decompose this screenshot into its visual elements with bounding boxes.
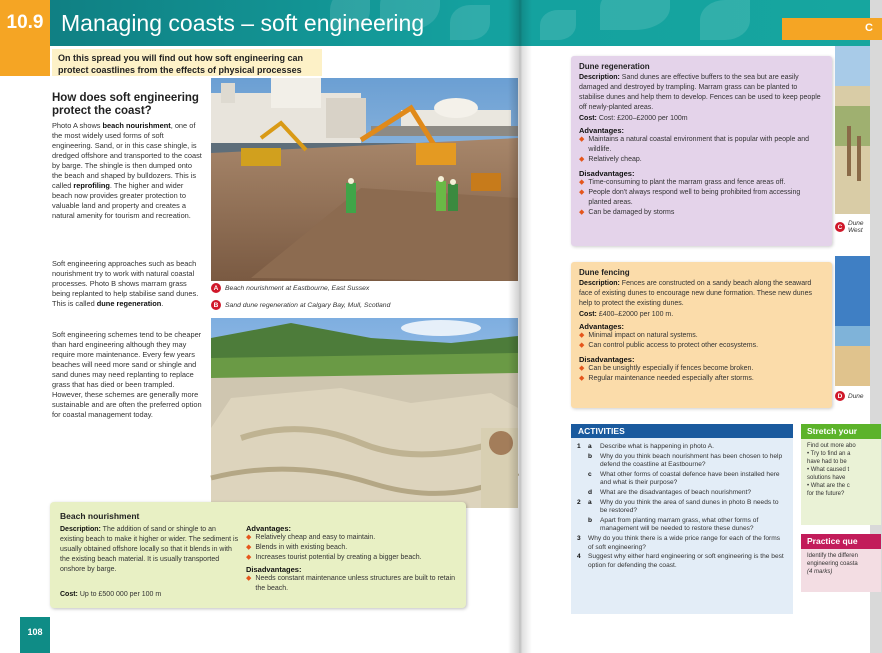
photo-b-dune-regeneration xyxy=(211,318,518,508)
activities-list xyxy=(571,438,793,576)
dune-regen-adv-label: Advantages: xyxy=(579,126,625,135)
dune-regen-dis-label: Disadvantages: xyxy=(579,169,635,178)
activity-item: 1 a Describe what is happening in photo A. xyxy=(577,443,714,450)
caption-c-marker: C xyxy=(835,222,845,232)
activity-item: 3 Why do you think there is a wide price range for each of the forms of soft engineering? xyxy=(577,534,781,551)
dune-regeneration-box xyxy=(571,56,832,246)
caption-b xyxy=(211,300,390,310)
dune-fencing-adv-item: ◆ Minimal impact on natural systems. xyxy=(579,332,698,339)
activity-item: 4 Suggest why either hard engineering or soft engineering is the best option for defending the coast. xyxy=(577,553,784,569)
section-badge xyxy=(0,0,50,76)
practice-box xyxy=(801,534,881,592)
practice-heading: Practice que xyxy=(801,534,881,549)
caption-c xyxy=(835,220,864,234)
dune-fencing-dis-item: ◆ Regular maintenance needed especially after storms. xyxy=(579,375,754,382)
beach-nourishment-box xyxy=(50,502,466,608)
dune-regen-description: Description: Sand dunes are effective buffers to the sea but are easily damaged and destroyed by trampling. Marram grass can be planted to stabilise dunes and help them to develop. Fences can be used to keep people off newly-planted areas. xyxy=(579,74,821,111)
caption-a-text: Beach nourishment at Eastbourne, East Sussex xyxy=(225,284,370,292)
activity-item: d What are the disadvantages of beach nourishment? xyxy=(588,488,752,496)
stretch-box xyxy=(801,424,881,525)
dune-regen-cost: Cost: Cost: £200–£2000 per 100m xyxy=(579,115,688,122)
practice-text: Identify the differen engineering coasta (4 marks) xyxy=(807,553,858,575)
beach-box-cost: Cost: Up to £500 000 per 100 m xyxy=(60,591,162,598)
beach-box-adv-item: ◆ Blends in with existing beach. xyxy=(246,544,348,551)
dune-fencing-dis-item: ◆ Can be unsightly especially if fences become broken. xyxy=(579,365,754,372)
stretch-text: Find out more abo • Try to find an a have had to be • What caused t solutions have • What are the c for the future? xyxy=(807,443,856,497)
dune-fencing-description: Description: Fences are constructed on a sandy beach along the seaward face of existing dunes to encourage new dune formation. These new dunes help to protect the existing dunes. xyxy=(579,280,812,307)
beach-box-adv-item: ◆ Increases tourist potential by creating a bigger beach. xyxy=(246,554,422,561)
beach-box-adv-item: ◆ Relatively cheap and easy to maintain. xyxy=(246,534,376,541)
dune-fencing-title: Dune fencing xyxy=(579,268,630,277)
activities-heading: ACTIVITIES xyxy=(571,424,793,438)
body-paragraph-2: Soft engineering approaches such as beach nourishment try to work with natural coastal processes. Photo B shows marram grass being replanted to help stabilise sand dunes. This is called dune regeneration. xyxy=(52,259,199,308)
caption-a xyxy=(211,283,369,293)
section-number: 10.9 xyxy=(6,12,44,33)
activity-item: 2 a Why do you think the area of sand dunes in photo B needs to be restored? xyxy=(577,498,779,515)
dune-fencing-adv-label: Advantages: xyxy=(579,322,625,331)
dune-regen-dis-item: ◆ Time-consuming to plant the marram grass and fence areas off. xyxy=(579,179,786,186)
activity-item: b Why do you think beach nourishment has been chosen to help defend the coastline at Eastbourne? xyxy=(588,452,783,469)
beach-box-adv-label: Advantages: xyxy=(246,524,292,533)
beach-box-title: Beach nourishment xyxy=(60,511,140,521)
photo-c-dune xyxy=(835,46,870,214)
page-title: Managing coasts – soft engineering xyxy=(61,10,425,36)
caption-d-marker: D xyxy=(835,391,845,401)
dune-fencing-dis-label: Disadvantages: xyxy=(579,355,635,364)
dune-regen-adv-item: ◆ Maintains a natural coastal environment that is popular with people and wildlife. xyxy=(579,136,810,153)
dune-fencing-box xyxy=(571,262,832,408)
caption-c-text: Dune West xyxy=(848,220,864,234)
caption-a-marker: A xyxy=(211,283,221,293)
body-paragraph-1: Photo A shows beach nourishment, one of the most widely used forms of soft engineering. Sand, or in this case shingle, is dredged offshore and transported to the coast by barge. The shingle is then dumped onto the beach and shaped by bulldozers. This is called reprofiling. The higher and wider beach now provides greater protection to valuable land and property and creates a natural amenity for tourism and recreation. xyxy=(52,121,202,220)
stretch-heading: Stretch your xyxy=(801,424,881,439)
right-page-tab-letter: C xyxy=(865,22,873,34)
photo-a-beach-nourishment xyxy=(211,78,518,281)
dune-regen-title: Dune regeneration xyxy=(579,62,650,71)
dune-fencing-cost: Cost: £400–£2000 per 100 m. xyxy=(579,311,674,318)
beach-box-dis-item: ◆ Needs constant maintenance unless structures are built to retain the beach. xyxy=(246,575,455,592)
caption-b-text: Sand dune regeneration at Calgary Bay, Mull, Scotland xyxy=(225,301,391,309)
book-spine-shadow xyxy=(508,0,532,653)
section-heading: How does soft engineering protect the coast? xyxy=(52,92,199,117)
dune-fencing-adv-item: ◆ Can control public access to protect other ecosystems. xyxy=(579,342,759,349)
activities-box xyxy=(571,424,793,614)
caption-d xyxy=(835,391,864,401)
beach-box-dis-label: Disadvantages: xyxy=(246,565,302,574)
activity-item: c What other forms of coastal defence have been installed here and what is their purpose? xyxy=(588,470,780,487)
activity-item: b Apart from planting marram grass, what other forms of management will be needed to restore these dunes? xyxy=(588,516,759,533)
dune-regen-dis-item: ◆ People don't always respond well to being prohibited from accessing planted areas. xyxy=(579,189,801,206)
beach-box-description: Description: The addition of sand or shingle to an existing beach to make it higher or wider. The sediment is usually obtained offshore locally so that it blends in with the existing beach material. It is usually transported onshore by barge. xyxy=(60,526,239,573)
caption-d-text: Dune xyxy=(848,392,864,400)
beach-box-proscons xyxy=(246,522,458,594)
dune-regen-adv-item: ◆ Relatively cheap. xyxy=(579,156,642,163)
page-number: 108 xyxy=(20,617,50,653)
caption-b-marker: B xyxy=(211,300,221,310)
body-paragraph-3: Soft engineering schemes tend to be cheaper than hard engineering although they may require more maintenance. Every few years beaches will need more sand or shingle and sand dunes may need replanting to replace grass that has died or been trampled. However, these schemes are generally more sustainable and are often the preferred option for coastal management today. xyxy=(52,330,202,419)
photo-d-dune xyxy=(835,256,870,386)
intro-box: On this spread you will find out how soft engineering can protect coastlines from the effects of physical processes xyxy=(52,49,322,76)
dune-regen-dis-item: ◆ Can be damaged by storms xyxy=(579,209,675,216)
